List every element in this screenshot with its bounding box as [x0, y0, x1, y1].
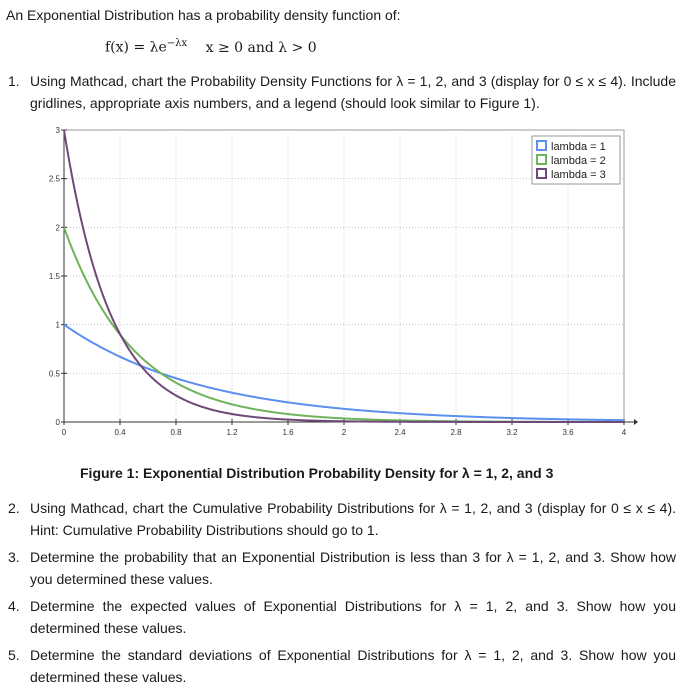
pdf-formula: [105, 38, 317, 56]
question-number: 1.: [8, 73, 20, 89]
question-number: 3.: [8, 549, 20, 565]
x-tick-label: 3.2: [506, 428, 518, 437]
question-number: 2.: [8, 500, 20, 516]
question-text: Determine the expected values of Exponential Distributions for λ = 1, 2, and 3. Show how you determined these values.: [30, 598, 676, 636]
x-tick-label: 1.2: [226, 428, 238, 437]
pdf-chart: [0, 122, 680, 452]
formula-conditions: x ≥ 0 and λ > 0: [205, 39, 317, 56]
formula-lhs: f(x) = λe: [105, 39, 167, 56]
x-tick-label: 4: [621, 428, 627, 437]
y-tick-label: 1.5: [48, 272, 60, 281]
x-tick-label: 2: [341, 428, 347, 437]
y-tick-label: 3: [55, 126, 60, 135]
x-tick-label: 2.4: [394, 428, 406, 437]
figure-caption: Figure 1: Exponential Distribution Probability Density for λ = 1, 2, and 3: [80, 465, 554, 481]
question-text: Using Mathcad, chart the Probability Density Functions for λ = 1, 2, and 3 (display for 0 ≤ x ≤ 4). Include gridlines, appropriate axis numbers, and a legend (should look similar to Figure 1).: [30, 73, 676, 111]
y-tick-label: 1: [55, 320, 60, 330]
intro-text: An Exponential Distribution has a probability density function of:: [6, 7, 401, 23]
question-number: 4.: [8, 598, 20, 614]
question-number: 5.: [8, 647, 20, 663]
y-tick-label: 0.5: [48, 369, 60, 379]
x-tick-label: 0: [61, 428, 67, 437]
x-tick-label: 3.6: [562, 428, 574, 437]
y-tick-label: 2: [55, 223, 60, 233]
question-text: Determine the standard deviations of Exponential Distributions for λ = 1, 2, and 3. Show how you determined these values.: [30, 647, 676, 685]
question-text: Using Mathcad, chart the Cumulative Probability Distributions for λ = 1, 2, and 3 (display for 0 ≤ x ≤ 4). Hint: Cumulative Probability Distributions should go to 1.: [30, 500, 676, 538]
x-tick-label: 0.8: [170, 428, 182, 437]
legend-label-lambda-1: lambda = 1: [551, 141, 606, 153]
x-tick-label: 2.8: [450, 428, 462, 437]
legend-swatch-lambda-1: [537, 141, 546, 150]
legend-swatch-lambda-3: [537, 169, 546, 178]
legend-label-lambda-3: lambda = 3: [551, 169, 606, 181]
legend-swatch-lambda-2: [537, 155, 546, 164]
question-text: Determine the probability that an Exponential Distribution is less than 3 for λ = 1, 2, and 3. Show how you determined these values.: [30, 549, 676, 587]
x-axis-arrow: [634, 419, 638, 425]
x-tick-label: 1.6: [282, 428, 294, 437]
legend-label-lambda-2: lambda = 2: [551, 155, 606, 167]
y-tick-label: 2.5: [48, 174, 60, 184]
x-tick-label: 0.4: [114, 428, 126, 437]
y-tick-label: 0: [55, 418, 60, 427]
formula-exponent: −λx: [166, 38, 188, 49]
